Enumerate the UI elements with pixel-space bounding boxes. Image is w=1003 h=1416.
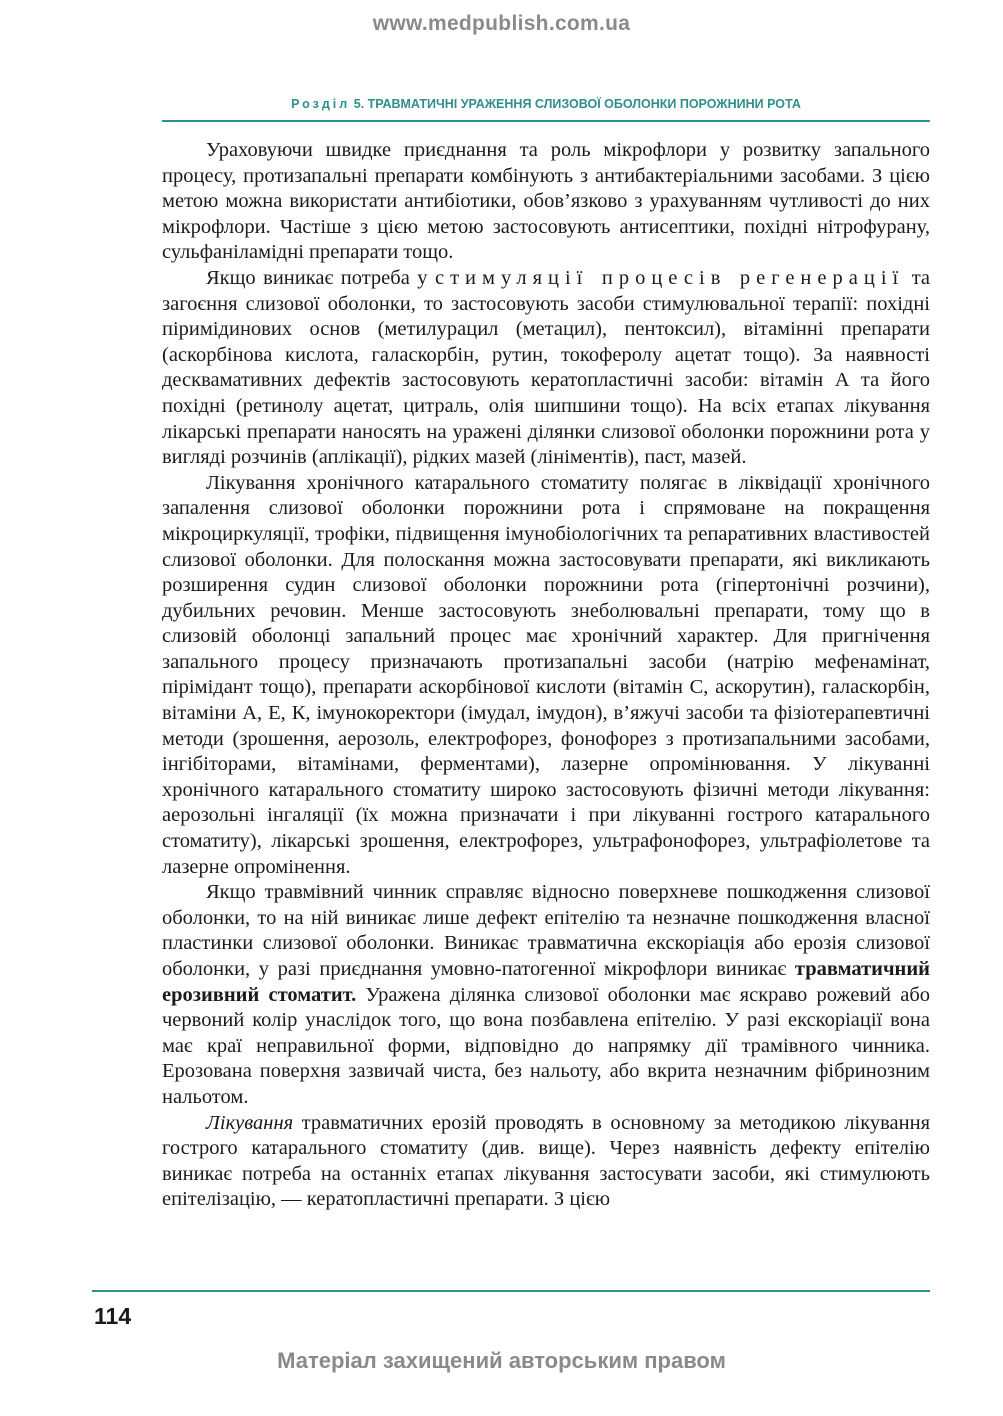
paragraph-4: [162, 880, 930, 1110]
italic-term: Лікування: [206, 1111, 294, 1134]
body-text: [162, 138, 930, 1213]
page-number: 114: [94, 1303, 132, 1329]
watermark-bottom: Матеріал захищений авторським правом: [277, 1348, 726, 1373]
running-header: [162, 94, 930, 122]
paragraph-5: [162, 1111, 930, 1213]
watermark-top: www.medpublish.com.ua: [372, 12, 631, 35]
section-title: 5. ТРАВМАТИЧНІ УРАЖЕННЯ СЛИЗОВОЇ ОБОЛОНКИ ПОРОЖНИНИ РОТА: [353, 97, 801, 111]
paragraph-2: [162, 266, 930, 471]
paragraph-2-start: Якщо виникає потреба у: [206, 266, 435, 289]
bold-term: травматичний ерозивний стоматит.: [162, 958, 930, 1006]
paragraph-4-start: Якщо травмівний чинник справляє відносно поверхневе пошкодження слизової оболонки, то на ній виникає лише дефект епітелію та незначне пошкодження власної пластинки слизової оболонки. Виникає травматична екскоріація або ерозія слизової оболонки, у разі приєднання умовно-патогенної мікрофлори виникає: [162, 881, 930, 980]
paragraph-2-rest: та загоєння слизової оболонки, то застосовують засоби стимулювальної терапії: похідні піримідинових основ (метилурацил (метацил), пентоксил), вітамінні препарати (аскорбінова кислота, галаскорбін, рутин, токоферолу ацетат тощо). За наявності десквамативних дефектів застосовують кератопластичні засоби: вітамін А та його похідні (ретинолу ацетат, цитраль, олія шипшини тощо). На всіх етапах лікування лікарські препарати наносять на уражені ділянки слизової оболонки порожнини рота у вигляді розчинів (аплікації), рідких мазей (лініментів), паст, мазей.: [162, 266, 930, 469]
section-word: Розділ: [291, 97, 351, 111]
paragraph-4-rest: Уражена ділянка слизової оболонки має яскраво рожевий або червоний колір унаслідок того, що вона позбавлена епітелію. У разі екскоріації вона має краї неправильної форми, відповідно до напрямку дії трамівного чинника. Ерозована поверхня зазвичай чиста, без нальоту, або вкрита незначним фібринозним нальотом.: [162, 983, 931, 1108]
paragraph-1: Ураховуючи швидке приєднання та роль мікрофлори у розвитку запального процесу, протизапальні препарати комбінують з антибактеріальними засобами. З цією метою можна використати антибіотики, обов’язково з урахуванням чутливості до них мікрофлори. Частіше з цією метою застосовують антисептики, похідні нітрофурану, сульфаніламідні препарати тощо.: [162, 139, 930, 264]
footer-divider: [92, 1290, 930, 1292]
paragraph-5-rest: травматичних ерозій проводять в основному за методикою лікування гострого катарального стоматиту (див. вище). Через наявність дефекту епітелію виникає потреба на останніх етапах лікування застосувати засоби, які стимулюють епітелізацію, — кератопластичні препарати. З цією: [162, 1111, 930, 1211]
paragraph-3: Лікування хронічного катарального стоматиту полягає в ліквідації хронічного запалення слизової оболонки порожнини рота і спрямоване на покращення мікроциркуляції, трофіки, підвищення імунобіологічних та репаративних властивостей слизової оболонки. Для полоскання можна застосовувати препарати, які викликають розширення судин слизової оболонки порожнини рота (гіпертонічні розчини), дубильних речовин. Менше застосовують знеболювальні препарати, тому що в слизовій оболонці запальний процес має хронічний характер. Для пригнічення запального процесу призначають протизапальні засоби (натрію мефенамінат, пірімідант тощо), препарати аскорбінової кислоти (вітамін С, аскорутин), галаскорбін, вітаміни А, Е, К, імунокоректори (імудал, імудон), в’яжучі засоби та фізіотерапевтичні методи (зрошення, аерозоль, електрофорез, фонофорез з протизапальними засобами, інгібіторами, вітамінами, ферментами), лазерне опромінювання. У лікуванні хронічного катарального стоматиту широко застосовують фізичні методи лікування: аерозольні інгаляції (їх можна призначати і при лікуванні гострого катарального стоматиту), лікарські зрошення, електрофорез, ультрафонофорез, ультрафіолетове та лазерне опромінення.: [162, 471, 930, 878]
spaced-emphasis: стимуляції процесів регенерації: [435, 266, 905, 289]
